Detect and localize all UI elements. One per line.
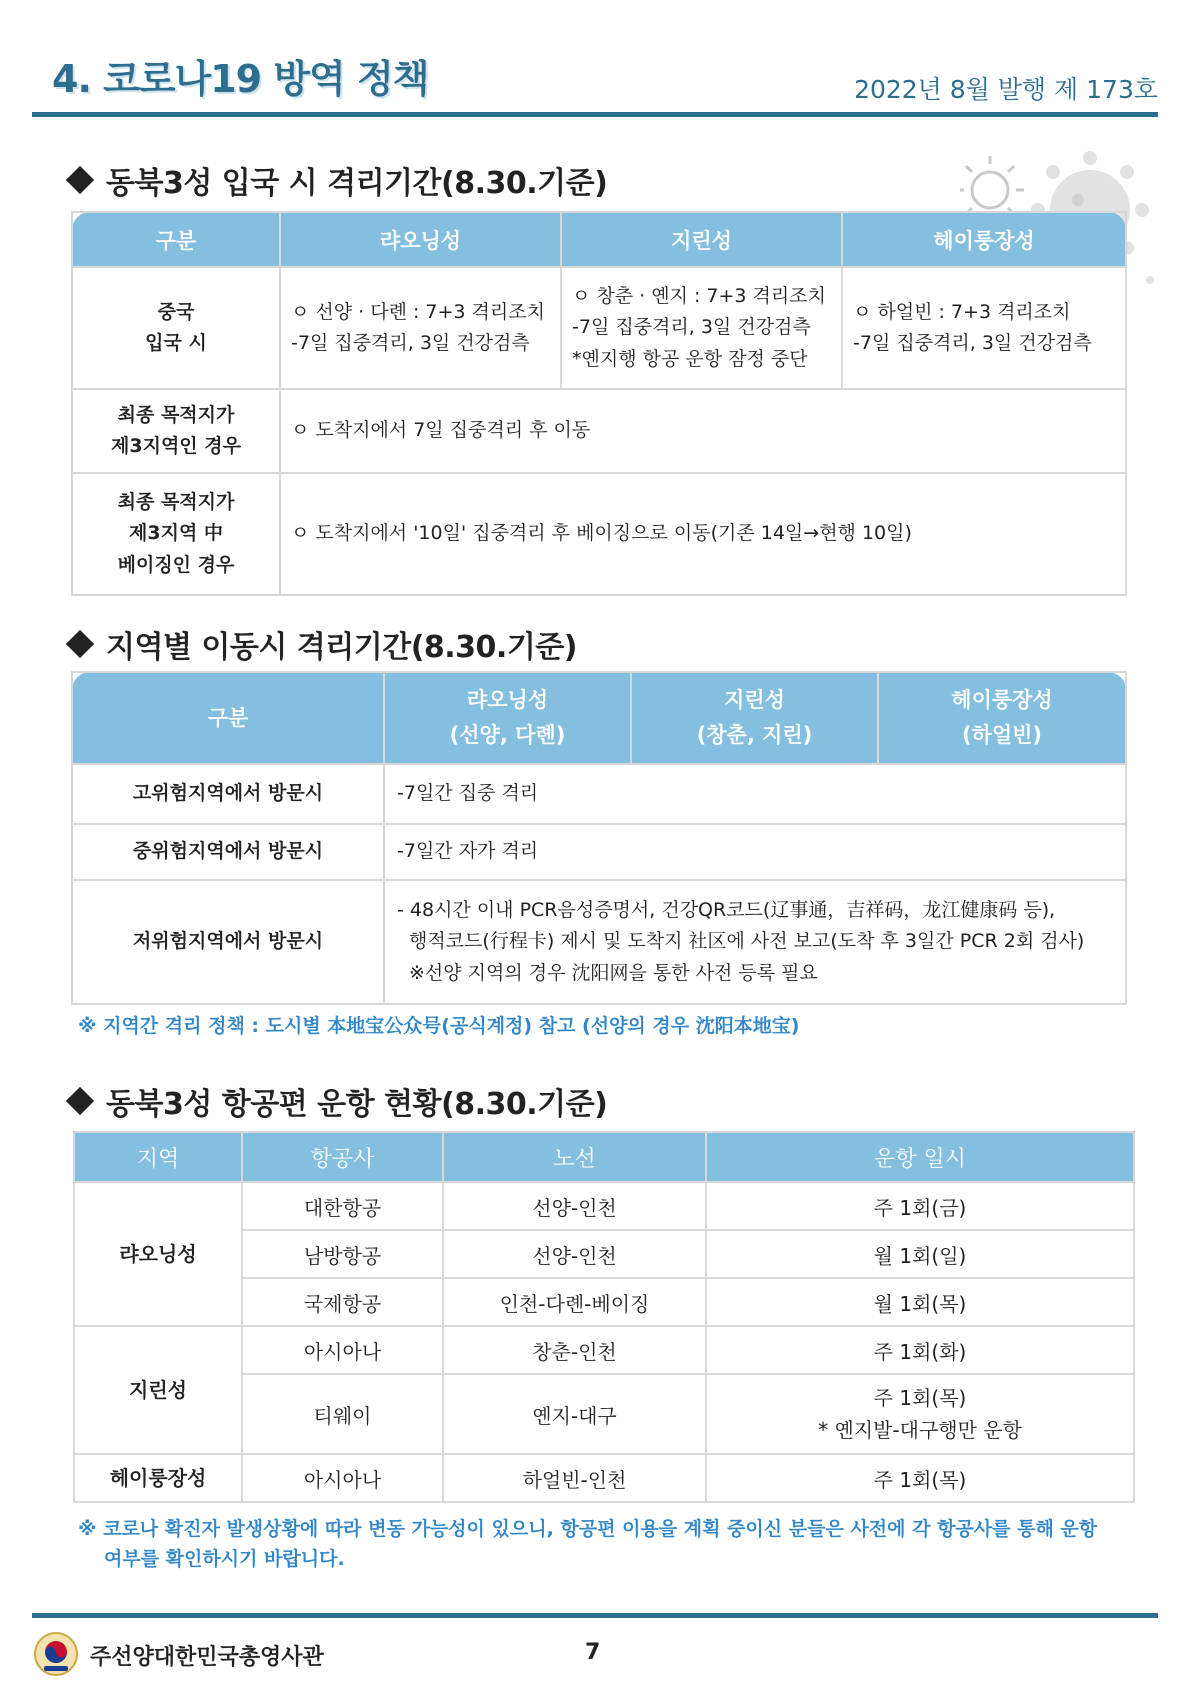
- row-label-low-risk: 저위험지역에서 방문시: [72, 880, 384, 1004]
- airline: 국제항공: [242, 1278, 443, 1326]
- header-route: 노선: [443, 1132, 706, 1182]
- airline: 남방항공: [242, 1230, 443, 1278]
- row-label-beijing: 최종 목적지가 제3지역 中 베이징인 경우: [72, 473, 280, 595]
- region-jilin: 지린성: [74, 1326, 242, 1454]
- regional-quarantine-table: [71, 671, 1127, 1005]
- row-label-medium-risk: 중위험지역에서 방문시: [72, 824, 384, 880]
- table-row: [74, 1182, 1134, 1230]
- row-label-high-risk: 고위험지역에서 방문시: [72, 764, 384, 824]
- route: 하얼빈-인천: [443, 1454, 706, 1502]
- airline: 아시아나: [242, 1454, 443, 1502]
- airline: 대한항공: [242, 1182, 443, 1230]
- header-liaoning: 랴오닝성 (선양, 다롄): [384, 672, 631, 764]
- header-liaoning: 랴오닝성: [280, 212, 561, 267]
- page-number: 7: [585, 1640, 601, 1665]
- airline: 티웨이: [242, 1374, 443, 1454]
- flight-note: ※ 코로나 확진자 발생상황에 따라 변동 가능성이 있으니, 항공편 이용을 계획 중이신 분들은 사전에 각 항공사를 통해 운항 여부를 확인하시기 바랍니다.: [78, 1518, 1098, 1571]
- page-title: 4. 코로나19 방역 정책: [52, 57, 429, 101]
- airline: 아시아나: [242, 1326, 443, 1374]
- cell-jilin-entry: ㅇ 창춘 · 옌지 : 7+3 격리조치 -7일 집중격리, 3일 건강검측 *옌지행 항공 운항 잠정 중단: [561, 267, 842, 389]
- cell-beijing: ㅇ 도착지에서 '10일' 집중격리 후 베이징으로 이동(기존 14일→현행 10일): [280, 473, 1126, 595]
- route: 창춘-인천: [443, 1326, 706, 1374]
- cell-high-risk: -7일간 집중 격리: [384, 764, 1126, 824]
- section-title-flights: 동북3성 항공편 운항 현황(8.30.기준): [70, 1079, 607, 1123]
- schedule: 주 1회(목): [706, 1454, 1134, 1502]
- footer-divider: [32, 1613, 1158, 1618]
- header-airline: 항공사: [242, 1132, 443, 1182]
- header-category: 구분: [72, 672, 384, 764]
- row-label-china-entry: 중국 입국 시: [72, 267, 280, 389]
- cell-medium-risk: -7일간 자가 격리: [384, 824, 1126, 880]
- consulate-name: 주선양대한민국총영사관: [90, 1645, 324, 1670]
- header-category: 구분: [72, 212, 280, 267]
- cell-heilongjiang-entry: ㅇ 하얼빈 : 7+3 격리조치 -7일 집중격리, 3일 건강검측: [842, 267, 1126, 389]
- header-divider: [32, 112, 1158, 117]
- route: 선양-인천: [443, 1182, 706, 1230]
- consulate-seal-icon: [34, 1632, 78, 1676]
- diamond-bullet-icon: [66, 630, 94, 658]
- region-liaoning: 랴오닝성: [74, 1182, 242, 1326]
- header-region: 지역: [74, 1132, 242, 1182]
- row-label-third-region: 최종 목적지가 제3지역인 경우: [72, 389, 280, 473]
- schedule: 주 1회(화): [706, 1326, 1134, 1374]
- cell-third-region: ㅇ 도착지에서 7일 집중격리 후 이동: [280, 389, 1126, 473]
- diamond-bullet-icon: [66, 166, 94, 194]
- issue-info: 2022년 8월 발행 제 173호: [854, 75, 1158, 104]
- route: 선양-인천: [443, 1230, 706, 1278]
- diamond-bullet-icon: [66, 1087, 94, 1115]
- route: 옌지-대구: [443, 1374, 706, 1454]
- section-title-entry-quarantine: 동북3성 입국 시 격리기간(8.30.기준): [70, 158, 607, 202]
- cell-low-risk: - 48시간 이내 PCR음성증명서, 건강QR코드(辽事通，吉祥码，龙江健康码 등), 행적코드(行程卡) 제시 및 도착지 社区에 사전 보고(도착 후 3일간 PCR 2회 검사) ※선양 지역의 경우 沈阳网을 통한 사전 등록 필요: [384, 880, 1126, 1004]
- schedule: 월 1회(일): [706, 1230, 1134, 1278]
- section-title-regional-quarantine: 지역별 이동시 격리기간(8.30.기준): [70, 622, 577, 666]
- entry-quarantine-table: [71, 211, 1127, 596]
- schedule: 월 1회(목): [706, 1278, 1134, 1326]
- schedule: 주 1회(목) * 옌지발-대구행만 운항: [706, 1374, 1134, 1454]
- table-row: [74, 1326, 1134, 1374]
- schedule: 주 1회(금): [706, 1182, 1134, 1230]
- header-heilongjiang: 헤이룽장성: [842, 212, 1126, 267]
- route: 인천-다롄-베이징: [443, 1278, 706, 1326]
- table-row: [74, 1454, 1134, 1502]
- header-schedule: 운항 일시: [706, 1132, 1134, 1182]
- header-jilin: 지린성: [561, 212, 842, 267]
- cell-liaoning-entry: ㅇ 선양 · 다롄 : 7+3 격리조치 -7일 집중격리, 3일 건강검측: [280, 267, 561, 389]
- flight-status-table: [73, 1131, 1135, 1503]
- region-heilongjiang: 헤이룽장성: [74, 1454, 242, 1502]
- regional-quarantine-note: ※ 지역간 격리 정책 : 도시별 本地宝公众号(공식계정) 참고 (선양의 경우 沈阳本地宝): [78, 1015, 800, 1037]
- header-heilongjiang: 헤이룽장성 (하얼빈): [878, 672, 1126, 764]
- header-jilin: 지린성 (창춘, 지린): [631, 672, 878, 764]
